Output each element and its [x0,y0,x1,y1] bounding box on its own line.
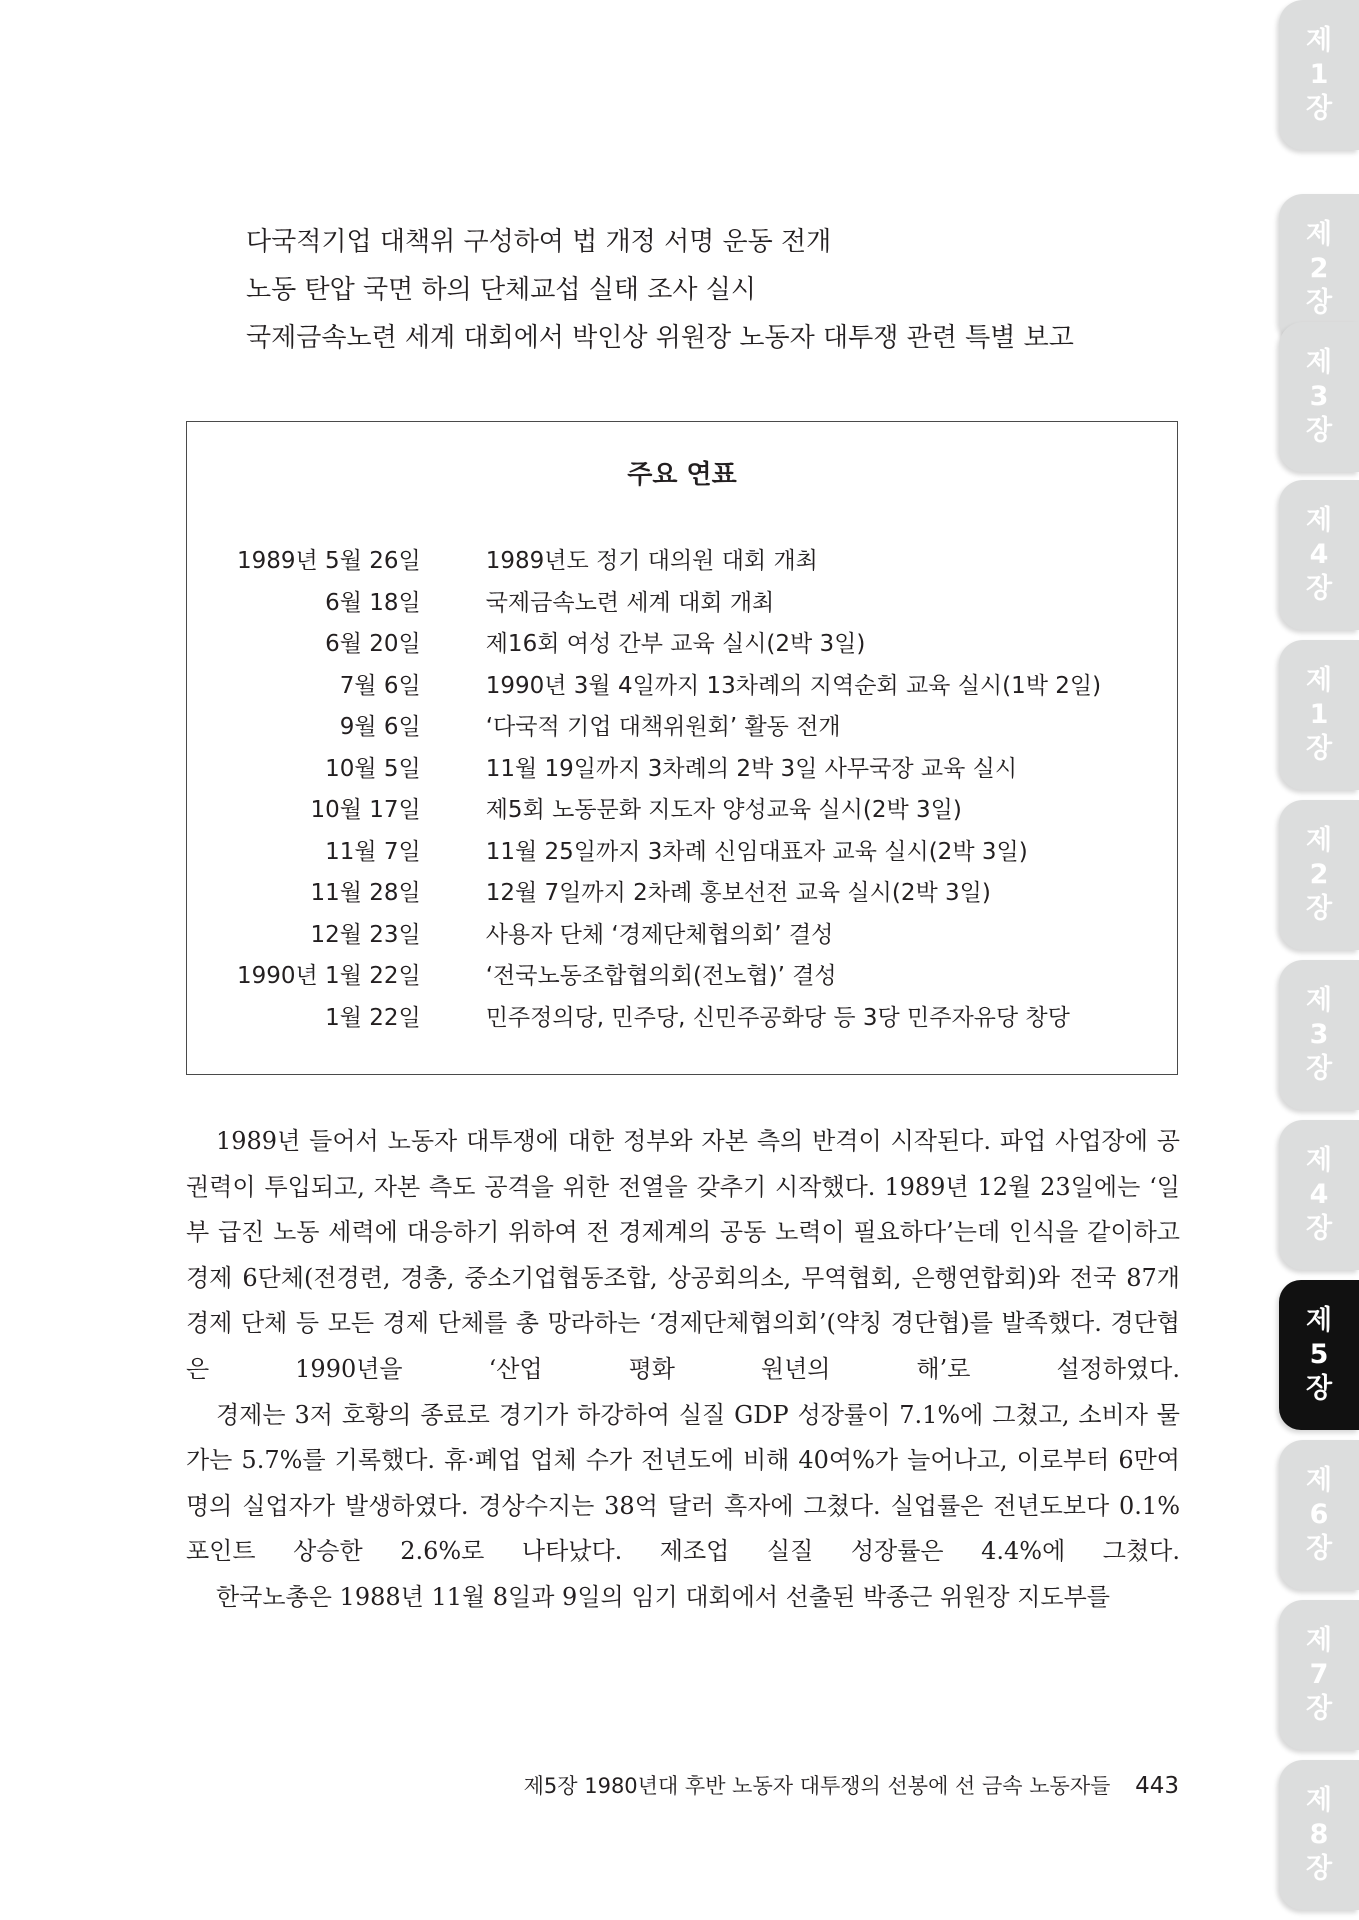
body-paragraph: 경제는 3저 호황의 종료로 경기가 하강하여 실질 GDP 성장률이 7.1%에 그쳤고, 소비자 물가는 5.7%를 기록했다. 휴·폐업 업체 수가 전년도에 비해 40여%가 늘어나고, 이로부터 6만여 명의 실업자가 발생하였다. 경상수지는 38억 달러 흑자에 그쳤다. 실업률은 전년도보다 0.1% 포인트 상승한 2.6%로 나타났다. 제조업 실질 성장률은 4.4%에 그쳤다. [186,1400,1180,1566]
chronology-date: 10월 5일 [325,755,421,782]
chapter-tab-5-active[interactable]: 제 5 장 [1279,1280,1359,1430]
chronology-row [237,829,1101,871]
running-title: 제5장 1980년대 후반 노동자 대투쟁의 선봉에 선 금속 노동자들 [523,1774,1111,1798]
chapter-tab-7[interactable]: 제 7 장 [1279,1600,1359,1750]
chapter-tab-2[interactable]: 제 2 장 [1279,194,1359,344]
chronology-event: 1990년 3월 4일까지 13차례의 지역순회 교육 실시(1박 2일) [485,672,1102,699]
chapter-tab-1[interactable]: 제 1 장 [1279,0,1359,150]
chronology-box [186,421,1178,1075]
body-text [186,1119,1180,1621]
chronology-date: 6월 20일 [325,631,421,658]
chronology-date: 7월 6일 [339,672,421,699]
activity-line: 다국적기업 대책위 구성하여 법 개정 서명 운동 전개 [246,227,832,257]
chronology-row [237,580,1101,622]
chronology-date: 1990년 1월 22일 [237,963,421,990]
chapter-tab-3[interactable]: 제 3 장 [1279,322,1359,472]
chronology-date: 11월 7일 [325,838,421,865]
chronology-row [237,704,1101,746]
chronology-row [237,787,1101,829]
chronology-table [237,538,1101,1036]
chronology-row [237,953,1101,995]
chronology-event: 제16회 여성 간부 교육 실시(2박 3일) [485,631,866,658]
chronology-event: ‘다국적 기업 대책위원회’ 활동 전개 [485,714,841,741]
chronology-event: 국제금속노련 세계 대회 개최 [485,589,775,616]
chapter-tab-4b[interactable]: 제 4 장 [1279,1120,1359,1270]
chronology-event: 11월 19일까지 3차례의 2박 3일 사무국장 교육 실시 [485,755,1018,782]
activity-line: 노동 탄압 국면 하의 단체교섭 실태 조사 실시 [246,275,756,305]
chronology-row [237,621,1101,663]
page-number: 443 [1135,1773,1179,1799]
chapter-tab-8[interactable]: 제 8 장 [1279,1760,1359,1910]
chronology-event: 민주정의당, 민주당, 신민주공화당 등 3당 민주자유당 창당 [485,1004,1070,1031]
chronology-date: 1989년 5월 26일 [237,548,421,575]
chronology-date: 12월 23일 [310,921,421,948]
body-paragraph: 한국노총은 1988년 11월 8일과 9일의 임기 대회에서 선출된 박종근 위원장 지도부를 [216,1582,1110,1611]
chronology-date: 1월 22일 [325,1004,421,1031]
activity-line: 국제금속노련 세계 대회에서 박인상 위원장 노동자 대투쟁 관련 특별 보고 [246,323,1074,353]
chapter-tab-3b[interactable]: 제 3 장 [1279,960,1359,1110]
chronology-event: 12월 7일까지 2차례 홍보선전 교육 실시(2박 3일) [485,880,991,907]
chronology-event: 제5회 노동문화 지도자 양성교육 실시(2박 3일) [485,797,962,824]
chronology-row [237,870,1101,912]
chapter-tabs [1279,0,1359,1920]
chronology-row [237,995,1101,1037]
chronology-event: 11월 25일까지 3차례 신임대표자 교육 실시(2박 3일) [485,838,1028,865]
chronology-event: 1989년도 정기 대의원 대회 개최 [485,548,818,575]
chronology-event: 사용자 단체 ‘경제단체협의회’ 결성 [485,921,834,948]
chapter-tab-2b[interactable]: 제 2 장 [1279,800,1359,950]
chapter-tab-6[interactable]: 제 6 장 [1279,1440,1359,1590]
chronology-row [237,538,1101,580]
chronology-date: 6월 18일 [325,589,421,616]
chronology-date: 11월 28일 [310,880,421,907]
chapter-tab-1b[interactable]: 제 1 장 [1279,640,1359,790]
chronology-row [237,663,1101,705]
page-footer [524,1770,1179,1800]
chapter-tab-4[interactable]: 제 4 장 [1279,480,1359,630]
chronology-row [237,746,1101,788]
chronology-event: ‘전국노동조합협의회(전노협)’ 결성 [485,963,837,990]
activity-list [246,218,1074,362]
chronology-row [237,912,1101,954]
chronology-date: 9월 6일 [339,714,421,741]
chronology-title: 주요 연표 [627,460,737,490]
chronology-date: 10월 17일 [310,797,421,824]
body-paragraph: 1989년 들어서 노동자 대투쟁에 대한 정부와 자본 측의 반격이 시작된다. 파업 사업장에 공권력이 투입되고, 자본 측도 공격을 위한 전열을 갖추기 시작했다. 1989년 12월 23일에는 ‘일부 급진 노동 세력에 대응하기 위하여 전 경제계의 공동 노력이 필요하다’는데 인식을 같이하고 경제 6단체(전경련, 경총, 중소기업협동조합, 상공회의소, 무역협회, 은행연합회)와 전국 87개 경제 단체 등 모든 경제 단체를 총 망라하는 ‘경제단체협의회’(약칭 경단협)를 발족했다. 경단협은 1990년을 ‘산업 평화 원년의 해’로 설정하였다. [186,1127,1180,1383]
